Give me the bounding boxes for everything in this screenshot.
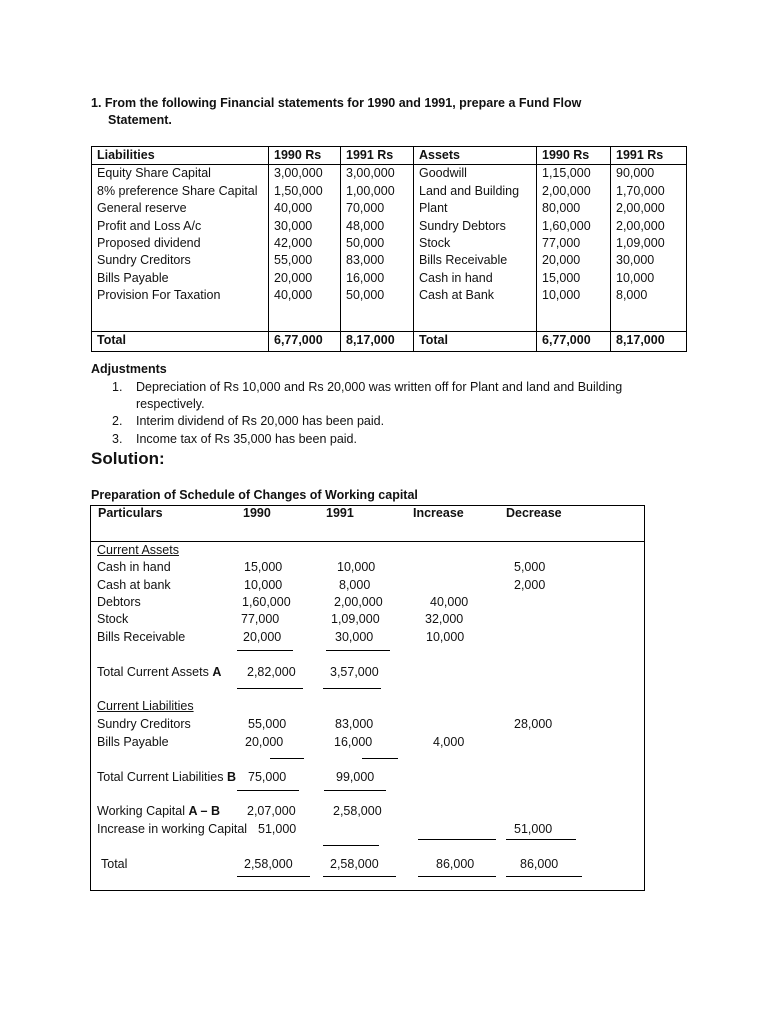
table-cell: 30,000: [611, 252, 687, 269]
row-label: Sundry Creditors: [97, 717, 191, 731]
table-cell: Land and Building: [414, 183, 537, 200]
table-cell: 1,09,000: [611, 235, 687, 252]
table-cell: 1,15,000: [537, 165, 611, 183]
table-row: [92, 235, 687, 252]
underline: [324, 790, 386, 791]
adjustment-item-1: [112, 379, 622, 413]
question-title: [91, 95, 611, 129]
table-cell: 3,00,000: [269, 165, 341, 183]
table-cell: Sundry Debtors: [414, 218, 537, 235]
table-row: [92, 252, 687, 269]
adjustment-item-2: [112, 413, 384, 430]
total-marker: B: [226, 770, 236, 784]
question-line-2: Statement.: [108, 113, 172, 127]
schedule-header-1991: 1991: [326, 506, 354, 520]
table-row: [92, 218, 687, 235]
header-asset-1991: 1991 Rs: [611, 147, 687, 165]
underline: [506, 839, 576, 840]
table-cell: Stock: [414, 235, 537, 252]
table-cell: 16,000: [341, 270, 414, 287]
row-value-increase: 32,000: [425, 612, 464, 626]
row-value-1990: 20,000: [243, 630, 282, 644]
schedule-total-decrease: 86,000: [520, 857, 559, 871]
total-current-assets-1991: 3,57,000: [330, 665, 379, 679]
row-value-1991: 83,000: [335, 717, 374, 731]
row-value-1991: 30,000: [335, 630, 374, 644]
total-label-liabilities: Total: [92, 331, 269, 351]
table-cell: 1,70,000: [611, 183, 687, 200]
table-row: [92, 200, 687, 217]
working-capital-text: Working Capital: [97, 804, 186, 818]
table-cell: 40,000: [269, 200, 341, 217]
increase-working-capital-label: Increase in working Capital: [97, 822, 248, 836]
increase-working-capital-1990: 51,000: [258, 822, 297, 836]
table-cell: 1,60,000: [537, 218, 611, 235]
table-cell: 55,000: [269, 252, 341, 269]
row-label: Bills Receivable: [97, 630, 186, 644]
table-cell: Goodwill: [414, 165, 537, 183]
total-asset-1990: 6,77,000: [537, 331, 611, 351]
table-cell: 10,000: [537, 287, 611, 304]
total-current-assets-1990: 2,82,000: [247, 665, 296, 679]
table-cell: Cash in hand: [414, 270, 537, 287]
table-row: [92, 183, 687, 200]
working-capital-label: [97, 804, 220, 818]
working-capital-1991: 2,58,000: [333, 804, 382, 818]
table-cell: 20,000: [537, 252, 611, 269]
increase-working-capital-decrease: 51,000: [514, 822, 553, 836]
schedule-header-divider: [90, 541, 645, 542]
table-cell: 80,000: [537, 200, 611, 217]
table-cell: 40,000: [269, 287, 341, 304]
total-current-assets-label: [97, 665, 221, 679]
table-cell: 2,00,000: [611, 200, 687, 217]
table-total-row: [92, 331, 687, 351]
table-cell: 1,50,000: [269, 183, 341, 200]
underline: [326, 650, 390, 651]
header-asset-1990: 1990 Rs: [537, 147, 611, 165]
table-cell: General reserve: [92, 200, 269, 217]
underline: [323, 845, 379, 846]
table-row: [92, 270, 687, 287]
table-cell: 77,000: [537, 235, 611, 252]
solution-heading: Solution:: [91, 449, 165, 468]
row-value-1990: 55,000: [248, 717, 287, 731]
table-cell: 8% preference Share Capital: [92, 183, 269, 200]
row-value-increase: 10,000: [426, 630, 465, 644]
working-capital-1990: 2,07,000: [247, 804, 296, 818]
schedule-total-increase: 86,000: [436, 857, 475, 871]
table-cell: 70,000: [341, 200, 414, 217]
question-line-1: 1. From the following Financial statements for 1990 and 1991, prepare a Fund Flow: [91, 96, 582, 110]
table-cell: 48,000: [341, 218, 414, 235]
table-cell: 1,00,000: [341, 183, 414, 200]
table-cell: Bills Receivable: [414, 252, 537, 269]
row-value-1991: 8,000: [339, 578, 371, 592]
underline: [237, 688, 303, 689]
table-cell: 20,000: [269, 270, 341, 287]
table-row: [92, 165, 687, 183]
table-cell: Provision For Taxation: [92, 287, 269, 304]
underline: [418, 839, 496, 840]
table-cell: 83,000: [341, 252, 414, 269]
header-liab-1991: 1991 Rs: [341, 147, 414, 165]
table-cell: Cash at Bank: [414, 287, 537, 304]
table-cell: Proposed dividend: [92, 235, 269, 252]
table-cell: 10,000: [611, 270, 687, 287]
row-value-increase: 40,000: [430, 595, 469, 609]
underline: [362, 758, 398, 759]
row-value-1990: 1,60,000: [242, 595, 291, 609]
table-cell: 50,000: [341, 287, 414, 304]
current-liabilities-heading: Current Liabilities: [97, 699, 194, 713]
table-cell: Equity Share Capital: [92, 165, 269, 183]
table-cell: 3,00,000: [341, 165, 414, 183]
schedule-header-increase: Increase: [413, 506, 464, 520]
total-asset-1991: 8,17,000: [611, 331, 687, 351]
working-capital-marker: A – B: [188, 804, 220, 818]
total-marker: A: [212, 665, 222, 679]
adjustment-number: 1.: [112, 380, 123, 394]
row-value-1990: 10,000: [244, 578, 283, 592]
adjustment-text: Depreciation of Rs 10,000 and Rs 20,000 was written off for Plant and land and Building: [136, 380, 623, 394]
underline: [323, 876, 396, 877]
row-label: Stock: [97, 612, 129, 626]
table-cell: 8,000: [611, 287, 687, 304]
total-label-text: Total Current Liabilities: [97, 770, 224, 784]
row-value-1991: 16,000: [334, 735, 373, 749]
table-cell: 2,00,000: [537, 183, 611, 200]
total-current-liabilities-1991: 99,000: [336, 770, 375, 784]
table-row: [92, 287, 687, 304]
underline: [237, 876, 310, 877]
adjustments-heading: Adjustments: [91, 362, 167, 376]
balance-sheet-table: [91, 146, 687, 352]
adjustment-number: 2.: [112, 414, 123, 428]
row-label: Cash at bank: [97, 578, 171, 592]
schedule-total-label: Total: [101, 857, 128, 871]
header-assets: Assets: [414, 147, 537, 165]
table-cell: 2,00,000: [611, 218, 687, 235]
row-value-increase: 4,000: [433, 735, 465, 749]
underline: [323, 688, 381, 689]
underline: [418, 876, 496, 877]
row-value-1990: 15,000: [244, 560, 283, 574]
table-cell: Profit and Loss A/c: [92, 218, 269, 235]
underline: [237, 650, 293, 651]
table-cell: 15,000: [537, 270, 611, 287]
total-label-assets: Total: [414, 331, 537, 351]
total-liab-1990: 6,77,000: [269, 331, 341, 351]
total-current-liabilities-label: [97, 770, 236, 784]
row-value-decrease: 2,000: [514, 578, 546, 592]
total-current-liabilities-1990: 75,000: [248, 770, 287, 784]
table-cell: 90,000: [611, 165, 687, 183]
schedule-title: Preparation of Schedule of Changes of Working capital: [91, 488, 418, 502]
table-cell: Bills Payable: [92, 270, 269, 287]
underline: [506, 876, 582, 877]
row-value-1990: 20,000: [245, 735, 284, 749]
row-label: Debtors: [97, 595, 141, 609]
row-label: Cash in hand: [97, 560, 171, 574]
table-cell: Sundry Creditors: [92, 252, 269, 269]
schedule-header-decrease: Decrease: [506, 506, 562, 520]
row-value-1991: 2,00,000: [334, 595, 383, 609]
schedule-header-1990: 1990: [243, 506, 271, 520]
table-cell: 50,000: [341, 235, 414, 252]
total-liab-1991: 8,17,000: [341, 331, 414, 351]
current-assets-heading: Current Assets: [97, 543, 179, 557]
table-cell: Plant: [414, 200, 537, 217]
row-value-decrease: 5,000: [514, 560, 546, 574]
table-spacer-row: [92, 305, 687, 332]
balance-sheet-header: [92, 147, 687, 165]
schedule-total-1990: 2,58,000: [244, 857, 293, 871]
row-value-1991: 10,000: [337, 560, 376, 574]
adjustment-number: 3.: [112, 432, 123, 446]
underline: [270, 758, 304, 759]
header-liab-1990: 1990 Rs: [269, 147, 341, 165]
adjustment-item-3: [112, 431, 357, 448]
row-value-decrease: 28,000: [514, 717, 553, 731]
total-label-text: Total Current Assets: [97, 665, 209, 679]
adjustment-text: Income tax of Rs 35,000 has been paid.: [136, 432, 357, 446]
row-label: Bills Payable: [97, 735, 169, 749]
table-cell: 30,000: [269, 218, 341, 235]
schedule-header-particulars: Particulars: [98, 506, 163, 520]
underline: [237, 790, 299, 791]
header-liabilities: Liabilities: [92, 147, 269, 165]
adjustment-text-cont: respectively.: [136, 397, 205, 411]
adjustment-text: Interim dividend of Rs 20,000 has been paid.: [136, 414, 385, 428]
table-cell: 42,000: [269, 235, 341, 252]
row-value-1990: 77,000: [241, 612, 280, 626]
row-value-1991: 1,09,000: [331, 612, 380, 626]
schedule-total-1991: 2,58,000: [330, 857, 379, 871]
